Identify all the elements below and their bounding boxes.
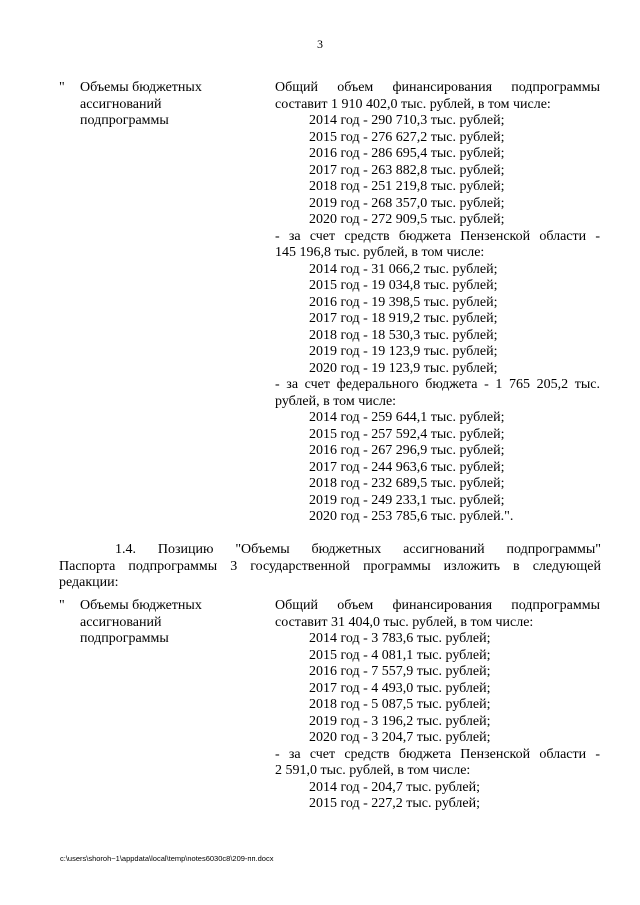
year-amount-line: 2020 год - 19 123,9 тыс. рублей; — [309, 360, 498, 376]
funding-text — [275, 598, 600, 813]
year-amount-line: 2014 год - 259 644,1 тыс. рублей; — [309, 410, 505, 425]
year-amount-line: 2020 год - 272 909,5 тыс. рублей; — [309, 212, 505, 227]
year-amount-line: 2019 год - 19 123,9 тыс. рублей; — [309, 344, 498, 359]
text-line: - за счет средств бюджета Пензенской области - — [275, 746, 600, 762]
year-amount-line: 2018 год - 5 087,5 тыс. рублей; — [309, 697, 491, 712]
amendment-paragraph — [59, 542, 601, 592]
file-path-footer: c:\users\shoroh~1\appdata\local\temp\notes6030c8\209-пп.docx — [60, 854, 274, 863]
position-label — [80, 80, 202, 130]
year-amount-line: 2020 год - 3 204,7 тыс. рублей; — [309, 730, 491, 745]
text-line: составит 31 404,0 тыс. рублей, в том числе: — [275, 614, 534, 630]
year-amount-line: 2018 год - 18 530,3 тыс. рублей; — [309, 327, 498, 343]
label-line: Объемы бюджетных — [80, 598, 202, 613]
label-line: Объемы бюджетных — [80, 80, 202, 95]
year-amount-line: 2017 год - 263 882,8 тыс. рублей; — [309, 162, 505, 178]
year-amount-line: 2014 год - 3 783,6 тыс. рублей; — [309, 631, 491, 646]
year-amount-line: 2019 год - 249 233,1 тыс. рублей; — [309, 492, 505, 508]
text-line: - за счет средств бюджета Пензенской области - — [275, 228, 600, 244]
year-amount-line: 2018 год - 232 689,5 тыс. рублей; — [309, 476, 505, 491]
text-line: составит 1 910 402,0 тыс. рублей, в том числе: — [275, 96, 551, 112]
year-amount-line: 2019 год - 268 357,0 тыс. рублей; — [309, 195, 505, 211]
opening-quote: " — [59, 598, 65, 613]
year-amount-line: 2014 год - 31 066,2 тыс. рублей; — [309, 261, 498, 277]
year-amount-line: 2019 год - 3 196,2 тыс. рублей; — [309, 713, 491, 729]
year-amount-line: 2015 год - 276 627,2 тыс. рублей; — [309, 129, 505, 145]
text-line: Общий объем финансирования подпрограммы — [275, 80, 600, 95]
position-label — [80, 598, 202, 648]
text-line: рублей, в том числе: — [275, 393, 397, 409]
year-amount-line: 2016 год - 286 695,4 тыс. рублей; — [309, 146, 505, 161]
year-amount-line: 2017 год - 4 493,0 тыс. рублей; — [309, 680, 491, 696]
year-amount-line: 2017 год - 18 919,2 тыс. рублей; — [309, 311, 498, 326]
label-line: ассигнований — [80, 96, 162, 112]
year-amount-line: 2016 год - 19 398,5 тыс. рублей; — [309, 294, 498, 310]
paragraph-line: 1.4. Позицию "Объемы бюджетных ассигнований подпрограммы" — [115, 542, 601, 557]
year-amount-line: 2015 год - 4 081,1 тыс. рублей; — [309, 647, 491, 663]
year-amount-line: 2015 год - 19 034,8 тыс. рублей; — [309, 278, 498, 293]
text-line: Общий объем финансирования подпрограммы — [275, 598, 600, 613]
paragraph-line: Паспорта подпрограммы 3 государственной программы изложить в следующей — [59, 558, 601, 574]
label-line: подпрограммы — [80, 113, 169, 128]
text-line: - за счет федерального бюджета - 1 765 205,2 тыс. — [275, 377, 600, 392]
year-amount-line: 2018 год - 251 219,8 тыс. рублей; — [309, 179, 505, 194]
year-amount-line: 2020 год - 253 785,6 тыс. рублей.". — [309, 509, 514, 524]
year-amount-line: 2015 год - 227,2 тыс. рублей; — [309, 796, 481, 811]
page-number: 3 — [317, 37, 323, 51]
year-amount-line: 2016 год - 7 557,9 тыс. рублей; — [309, 664, 491, 679]
year-amount-line: 2017 год - 244 963,6 тыс. рублей; — [309, 459, 505, 475]
year-amount-line: 2014 год - 204,7 тыс. рублей; — [309, 779, 481, 795]
text-line: 2 591,0 тыс. рублей, в том числе: — [275, 763, 471, 778]
text-line: 145 196,8 тыс. рублей, в том числе: — [275, 245, 485, 260]
funding-text — [275, 80, 600, 526]
year-amount-line: 2014 год - 290 710,3 тыс. рублей; — [309, 113, 505, 128]
paragraph-line: редакции: — [59, 575, 119, 590]
label-line: ассигнований — [80, 614, 162, 630]
label-line: подпрограммы — [80, 631, 169, 646]
year-amount-line: 2015 год - 257 592,4 тыс. рублей; — [309, 426, 505, 442]
opening-quote: " — [59, 80, 65, 95]
year-amount-line: 2016 год - 267 296,9 тыс. рублей; — [309, 443, 505, 458]
